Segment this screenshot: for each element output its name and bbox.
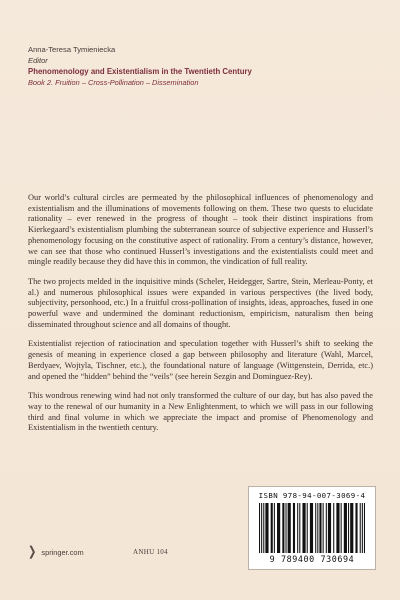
book-subtitle: Book 2. Fruition – Cross-Pollination – Dissemination xyxy=(28,78,199,87)
barcode-bar xyxy=(317,503,318,553)
blurb-paragraph-3: Existentialist rejection of ratiocination and speculation together with Husserl’s shift to seeking the genesis of meaning in experience closed a gap between philosophy and literature (Wahl, Marcel, Berdyaev, Wojtyla, Tischner, etc.), the foundational nature of language (Wittgenstein, Derrida, etc.) and opened the “hidden” behind the “veils” (see herein Sezgin and Dominguez-Rey). xyxy=(28,339,373,381)
barcode-bar xyxy=(319,503,321,553)
barcode-bars xyxy=(257,503,367,553)
blurb-paragraph-1: Our world’s cultural circles are permeated by the philosophical influences of phenomenology and existentialism and the illuminations of movements following on them. These two quests to elucidate rationality – ever renewed in the progress of thought – took their distinct inspirations from Kierkegaard’s existentialism plumbing the subterranean source of subjective experience and Husserl’s phenomenology focusing on the constitutive aspect of rationality. From a century’s distance, however, we can see that those who continued Husserl’s investigations and the existentialists could meet and mingle readily because they did have this in common, the vindication of full reality. xyxy=(28,193,373,267)
barcode-bar xyxy=(360,503,361,553)
blurb-text xyxy=(28,193,373,443)
barcode-bar xyxy=(274,503,275,553)
barcode-bar xyxy=(333,503,334,553)
barcode-bar xyxy=(348,503,349,553)
series-code: ANHU 104 xyxy=(133,548,168,556)
chevron-right-icon: ❯ xyxy=(28,545,37,560)
barcode-bar xyxy=(288,503,291,553)
blurb-paragraph-4: This wondrous renewing wind had not only transformed the culture of our day, but has also paved the way to the renewal of our humanity in a New Enlightenment, to which we will pass in our following third and final volume in which we appreciate the impact and promise of Phenomenology and Existentialism in the twentieth century. xyxy=(28,391,373,433)
barcode-bar xyxy=(336,503,339,553)
barcode-bar xyxy=(299,503,300,553)
barcode-bar xyxy=(341,503,342,553)
book-title: Phenomenology and Existentialism in the Twentieth Century xyxy=(28,67,252,76)
barcode-bar xyxy=(362,503,363,553)
editor-name: Anna-Teresa Tymieniecka xyxy=(28,45,116,54)
barcode-bar xyxy=(286,503,287,553)
barcode-bar xyxy=(302,503,305,553)
barcode-bar xyxy=(323,503,324,553)
barcode-bar xyxy=(297,503,298,553)
barcode-bar xyxy=(315,503,316,553)
barcode-bar xyxy=(277,503,280,553)
barcode-bar xyxy=(355,503,357,553)
barcode-bar xyxy=(282,503,284,553)
barcode-bar xyxy=(310,503,313,553)
barcode-bar xyxy=(350,503,353,553)
publisher-url: springer.com xyxy=(41,548,84,557)
barcode-bar xyxy=(326,503,327,553)
isbn-label: ISBN 978-94-007-3069-4 xyxy=(258,491,366,500)
barcode-bar xyxy=(344,503,347,553)
barcode-number: 9 789400 730694 xyxy=(269,554,355,564)
barcode-bar xyxy=(293,503,295,553)
publisher-logo[interactable] xyxy=(28,547,84,558)
isbn-barcode xyxy=(248,486,376,570)
barcode-bar xyxy=(265,503,268,553)
barcode-bar xyxy=(271,503,273,553)
barcode-bar xyxy=(364,503,365,553)
barcode-bar xyxy=(259,503,260,553)
book-header xyxy=(28,44,368,88)
editor-role: Editor xyxy=(28,56,48,65)
barcode-bar xyxy=(263,503,264,553)
barcode-bar xyxy=(307,503,308,553)
blurb-paragraph-2: The two projects melded in the inquisitive minds (Scheler, Heidegger, Sartre, Stein, Merleau-Ponty, et al.) and numerous philosophical issues were expanded in various perspectives (the lived body, subjectivity, personhood, etc.) In a fruitful cross-pollination of insights, ideas, approaches, fused in one powerful wave and undermined the dominant reductionism, empiricism, naturalism then being disseminated throughout science and all domains of thought. xyxy=(28,276,373,329)
barcode-bar xyxy=(328,503,331,553)
barcode-bar xyxy=(261,503,262,553)
